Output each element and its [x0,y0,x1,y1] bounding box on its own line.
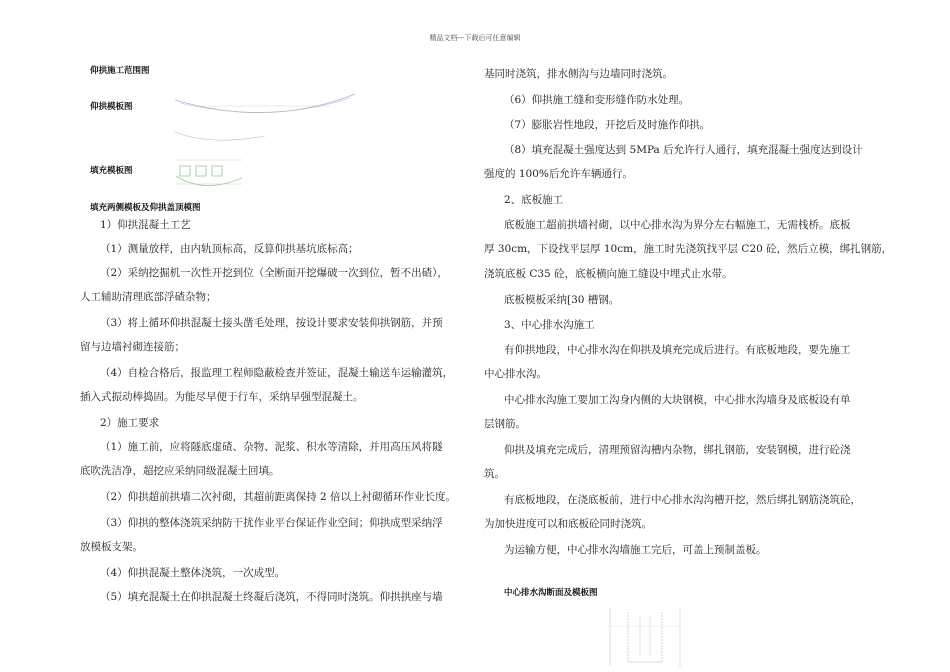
figure-title-invert-formwork: 仰拱模板图 [90,102,133,112]
paragraph: 留与边墙衬砌连接筋； [80,341,185,353]
paragraph: （2）仰拱超前拱墙二次衬砌，其超前距离保持 2 倍以上衬砌循环作业长度。 [100,491,457,503]
paragraph: 筑。 [484,468,505,480]
paragraph: 有仰拱地段，中心排水沟在仰拱及填充完成后进行。有底板地段，要先施工 [504,344,851,356]
paragraph: 3、中心排水沟施工 [504,319,595,331]
paragraph: 强度的 100%后允许车辆通行。 [484,168,633,180]
paragraph: （3）仰拱的整体浇筑采纳防干扰作业平台保证作业空间；仰拱成型采纳浮 [100,517,443,529]
central-drain-drawing [600,606,690,668]
figure-title-fill-side-formwork: 填充两侧模板及仰拱盖顶模图 [90,203,201,213]
paragraph: 插入式振动棒捣固。为能尽早便于行车，采纳早强型混凝土。 [80,391,364,403]
figure-title-fill-formwork: 填充模板图 [90,166,133,176]
paragraph: （7）膨胀岩性地段，开挖后及时施作仰拱。 [504,119,711,131]
paragraph: （4）仰拱混凝土整体浇筑，一次成型。 [100,567,286,579]
paragraph: 2）施工要求 [100,417,160,429]
paragraph: 中心排水沟施工要加工沟身内侧的大块钢模，中心排水沟墙身及底板设有单 [504,394,851,406]
paragraph: （1）施工前，应将隧底虚碴、杂物、泥浆、积水等清除，并用高压风将隧 [100,441,443,453]
fill-formwork-drawing [174,154,244,198]
paragraph: 底吹洗洁净，超挖应采纳同级混凝土回填。 [80,465,280,477]
paragraph: 放模板支架。 [80,541,143,553]
paragraph: 1）仰拱混凝土工艺 [100,219,191,231]
figure-title-invert-range: 仰拱施工范围图 [90,66,150,76]
paragraph: 2、底板施工 [504,194,564,206]
paragraph: （4）自检合格后，报监理工程师隐蔽检查并签证，混凝土输送车运输灌筑， [100,367,454,379]
page-header: 精品文档---下载后可任意编辑 [429,34,521,42]
paragraph: 底板施工超前拱墙衬砌，以中心排水沟为界分左右幅施工，无需栈桥。底板 [504,219,851,231]
paragraph: 人工辅助清理底部浮碴杂物； [80,291,217,303]
paragraph: 仰拱及填充完成后，清理预留沟槽内杂物，绑扎钢筋，安装钢模，进行砼浇 [504,444,851,456]
paragraph: 基同时浇筑，排水侧沟与边墙同时浇筑。 [484,68,673,80]
paragraph: （2）采纳挖掘机一次性开挖到位（全断面开挖爆破一次到位，暂不出碴）， [100,267,448,279]
paragraph: 为运输方便，中心排水沟墙施工完后，可盖上预制盖板。 [504,544,767,556]
paragraph: 有底板地段，在浇底板前，进行中心排水沟沟槽开挖，然后绑扎钢筋浇筑砼， [504,494,861,506]
paragraph: 为加快进度可以和底板砼同时浇筑。 [484,518,652,530]
paragraph: （5）填充混凝土在仰拱混凝土终凝后浇筑，不得同时浇筑。仰拱拱座与墙 [100,591,443,603]
paragraph: （8）填充混凝土强度达到 5MPa 后允许行人通行，填充混凝土强度达到设计 [504,144,863,156]
paragraph: （3）将上循环仰拱混凝土接头凿毛处理，按设计要求安装仰拱钢筋，并预 [100,317,443,329]
invert-arch-drawing [170,88,370,128]
paragraph: 厚 30cm，下设找平层厚 10cm，施工时先浇筑找平层 C20 砼，然后立模，绑扎钢筋， [484,243,893,255]
invert-formwork-drawing [170,128,270,148]
paragraph: 底板模板采纳[30 槽钢。 [504,294,620,306]
paragraph: 中心排水沟。 [484,368,547,380]
paragraph: 浇筑底板 C35 砼，底板横向施工缝设中埋式止水带。 [484,268,733,280]
paragraph: 层钢筋。 [484,418,526,430]
paragraph: （6）仰拱施工缝和变形缝作防水处理。 [504,94,690,106]
figure-title-central-drain: 中心排水沟断面及模板图 [504,588,598,598]
paragraph: （1）测量放样，由内轨顶标高，反算仰拱基坑底标高； [100,243,359,255]
